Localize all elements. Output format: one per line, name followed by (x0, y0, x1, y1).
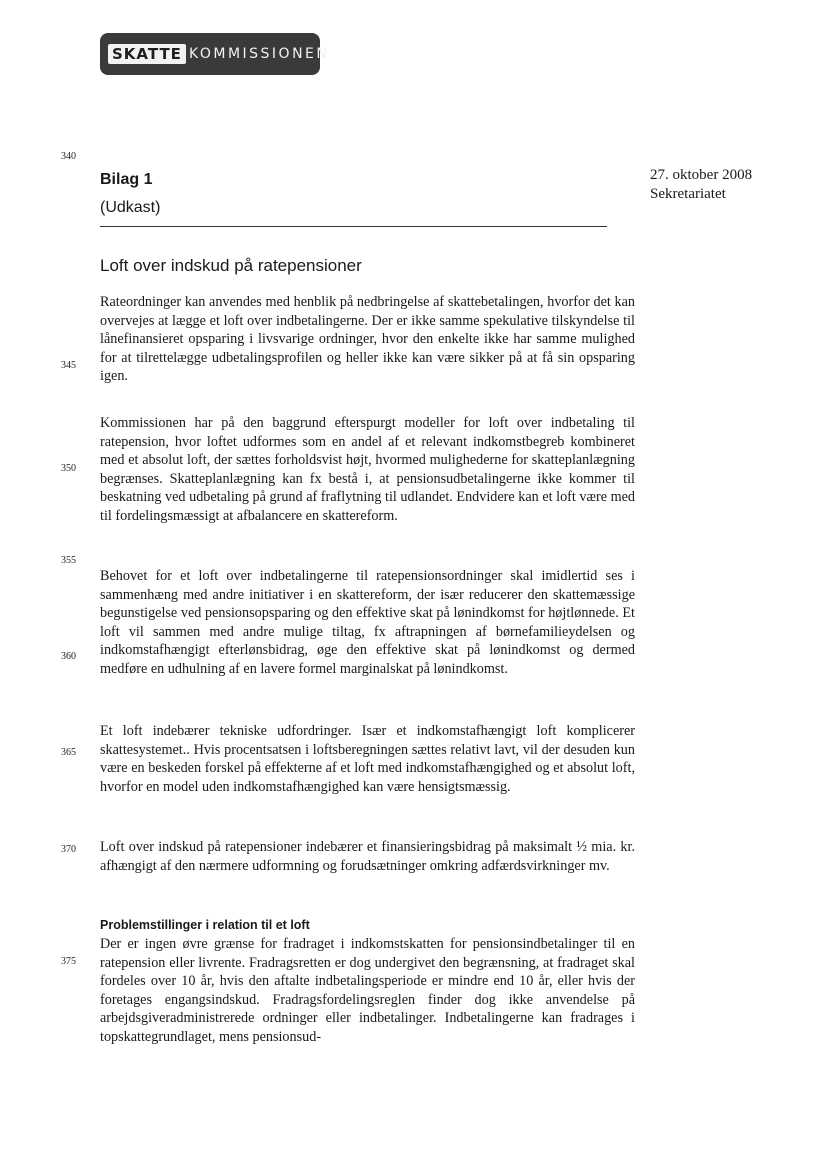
paragraph-5: Loft over indskud på ratepensioner indebærer et finansieringsbidrag på maksimalt ½ mia. kr. afhængigt af den nærmere udformning og forudsætninger omkring adfærdsvirkninger mv. (100, 839, 635, 874)
page-title: Loft over indskud på ratepensioner (100, 256, 362, 275)
line-number: 345 (61, 360, 76, 371)
logo-text-skatte: SKATTE (108, 44, 186, 64)
line-number: 355 (61, 555, 76, 566)
document-meta (650, 166, 752, 204)
line-number: 375 (61, 956, 76, 967)
paragraph-2: Kommissionen har på den baggrund efterspurgt modeller for loft over indbetaling til ratepension, hvor loftet udformes som en andel af et relevant indkomstbegreb kombineret med et absolut loft, der sættes forholdsvist højt, hvormed mulighederne for skatteplanlægning begrænses. Skatteplanlægning kan fx bestå i, at pensionsudbetalingerne ikke kommer til beskatning ved udbetaling på grund af fraflytning til udlandet. Endvidere kan et loft være med til fordelingsmæssigt at afbalancere en skattereform. (100, 415, 635, 524)
line-number: 360 (61, 651, 76, 662)
paragraph-3: Behovet for et loft over indbetalingerne til ratepensionsordninger skal imidlertid ses i sammenhæng med andre initiativer i en skattereform, der især reducerer den skattemæssige begunstigelse ved pensionsopsparing og den effektive skat på lønindkomst for højtlønnede. Et loft vil sammen med andre mulige tiltag, fx aftrapningen af børnefamilieydelsen og indkomstafhængigt efterlønsbidrag, øge den effektive skat på lønindkomst og dermed medføre en udhulning af en lavere formel marginalskat på lønindkomst. (100, 568, 635, 677)
paragraph-6: Der er ingen øvre grænse for fradraget i indkomstskatten for pensionsindbetalinger til en ratepension eller livrente. Fradragsretten er dog undergivet den begrænsning, at fradraget skal fordeles over 10 år, hvis den aftalte indbetalingsperiode er mindre end 10 år, eller hvis der foretages engangsindskud. Fradragsfordelingsreglen finder dog ikke anvendelse på arbejdsgiveradministrerede ordninger eller indbetalinger. Indbetalingerne kan fradrages i topskattegrundlaget, mens pensionsud- (100, 936, 635, 1045)
line-number: 340 (61, 151, 76, 162)
document-author: Sekretariatet (650, 186, 726, 202)
section-heading: Problemstillinger i relation til et loft (100, 918, 310, 932)
paragraph-1: Rateordninger kan anvendes med henblik på nedbringelse af skattebetalingen, hvorfor det kan overvejes at lægge et loft over indbetalingerne. Der er ikke samme spekulative tilskyndelse til lånefinansieret opsparing i livsvarige ordninger, hvor den enkelte ikke har samme mulighed for at tilrettelægge udbetalingsprofilen og heller ikke kan være sikker på at få sin opsparing igen. (100, 294, 635, 385)
appendix-label: Bilag 1 (100, 171, 153, 188)
paragraph-4: Et loft indebærer tekniske udfordringer. Især et indkomstafhængigt loft komplicerer skattesystemet.. Hvis procentsatsen i loftsberegningen sættes relativt lavt, vil der desuden kun være en beskeden forskel på effekterne af et loft med indkomstafhængighed og et absolut loft, hvorfor en model uden indkomstafhængighed kan være hensigtsmæssig. (100, 723, 635, 795)
line-number: 365 (61, 747, 76, 758)
header-divider (100, 226, 607, 227)
line-number: 370 (61, 844, 76, 855)
logo-text-kommissionen: KOMMISSIONEN (188, 46, 330, 62)
draft-label: (Udkast) (100, 199, 161, 216)
document-date: 27. oktober 2008 (650, 167, 753, 183)
skattekommissionen-logo (100, 33, 330, 75)
line-number: 350 (61, 463, 76, 474)
